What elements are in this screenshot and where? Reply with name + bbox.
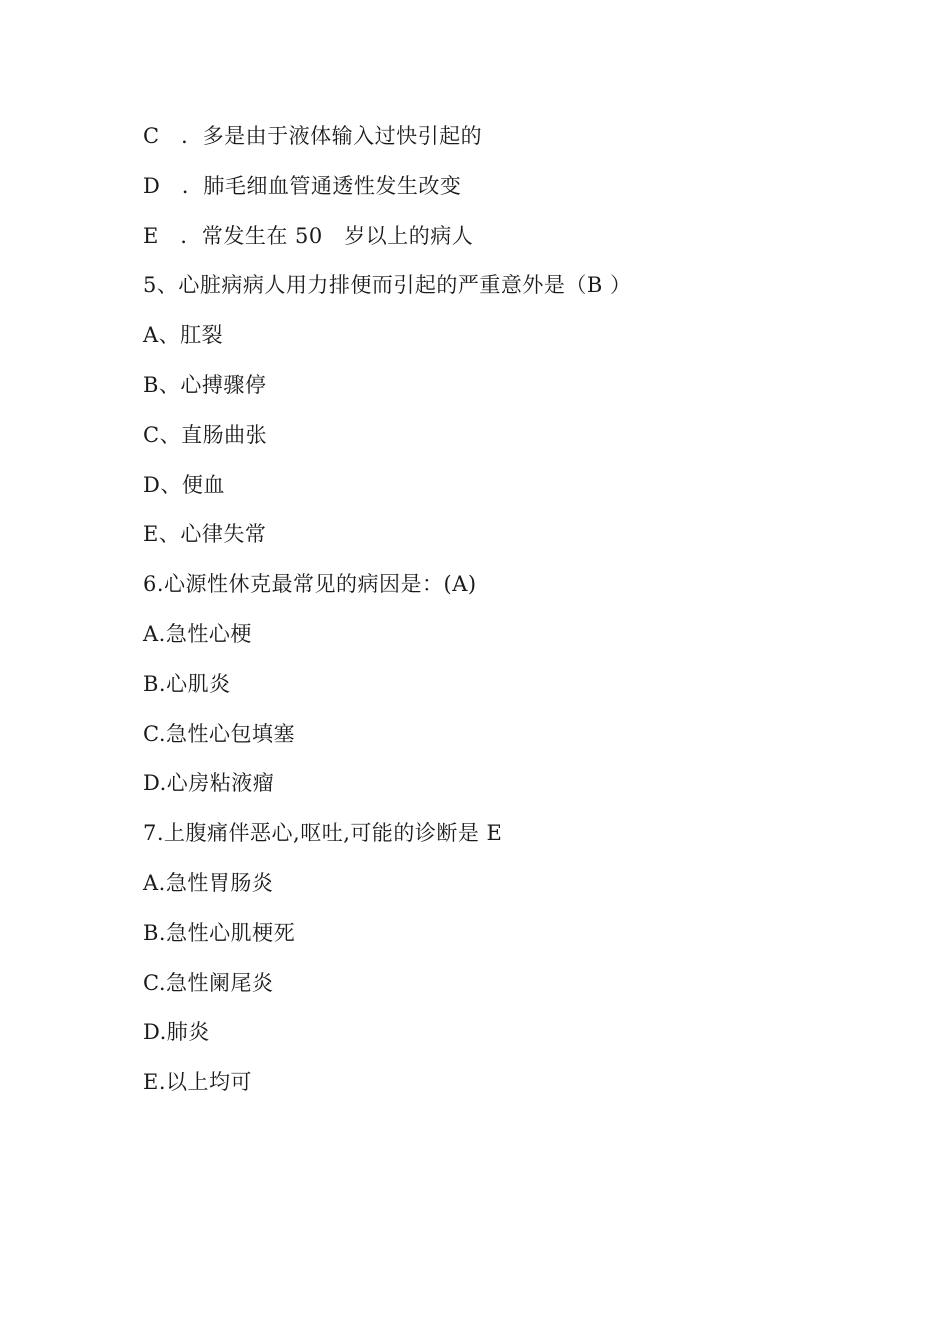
option-line: C ．多是由于液体输入过快引起的 (143, 124, 483, 148)
option-line: A.急性胃肠炎 (143, 870, 274, 895)
question-line: 5、心脏病病人用力排便而引起的严重意外是（B ） (143, 273, 632, 298)
question-list (143, 120, 631, 1116)
option-line: D.心房粘液瘤 (143, 771, 275, 796)
option-line: B.心肌炎 (143, 671, 231, 696)
option-line: D.肺炎 (143, 1020, 210, 1045)
option-line: D、便血 (143, 472, 225, 497)
option-line: C.急性心包填塞 (143, 721, 295, 746)
option-line: E、心律失常 (143, 522, 267, 547)
option-line: A.急性心梗 (143, 621, 252, 646)
option-line: C、直肠曲张 (143, 422, 268, 447)
option-line: A、肛裂 (143, 323, 224, 348)
question-line: 6.心源性休克最常见的病因是：(A) (143, 572, 477, 597)
option-line: B、心搏骤停 (143, 372, 267, 397)
question-line: 7.上腹痛伴恶心,呕吐,可能的诊断是 E (143, 821, 503, 846)
option-line: E.以上均可 (143, 1070, 253, 1095)
option-line: C.急性阑尾炎 (143, 970, 274, 995)
option-line: B.急性心肌梗死 (143, 920, 296, 945)
option-line: E ．常发生在 50 岁以上的病人 (143, 223, 474, 248)
option-line: D ．肺毛细血管通透性发生改变 (143, 173, 462, 198)
